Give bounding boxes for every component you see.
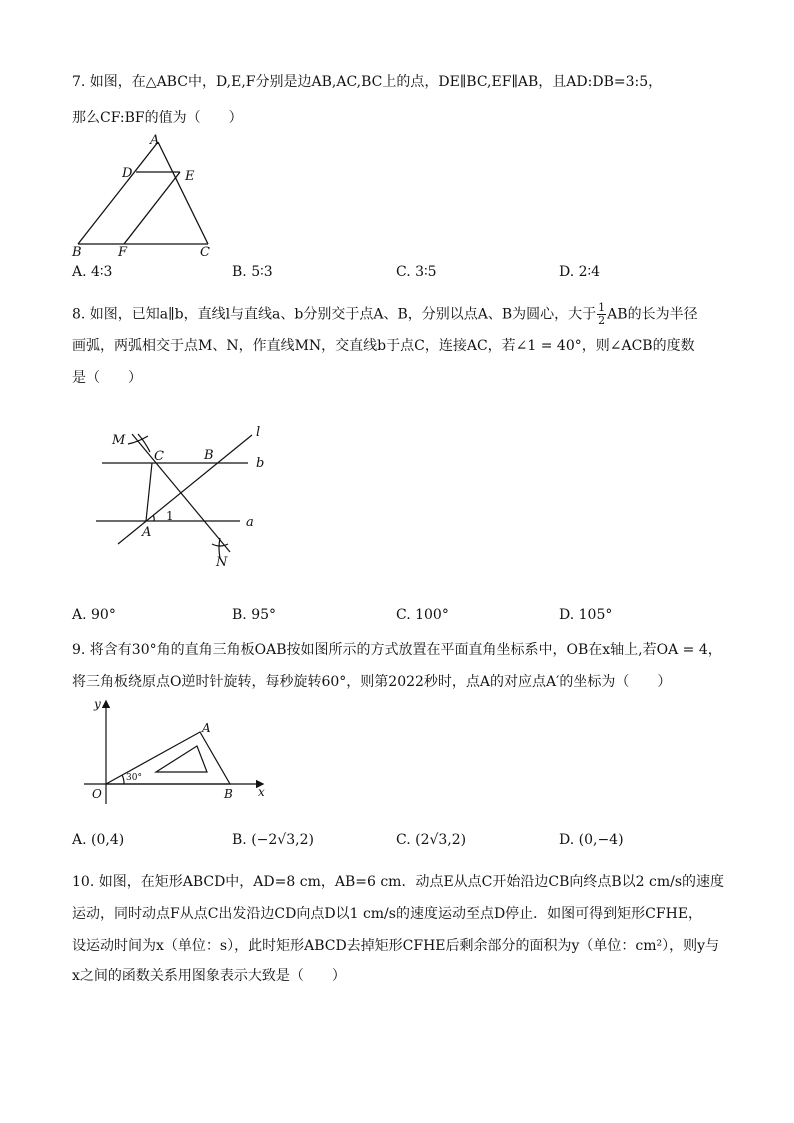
q7-option-c[interactable]: C. 3∶5 [396,264,437,280]
q8-option-c[interactable]: C. 100° [396,607,449,623]
q8-text-line2: 画弧，两弧相交于点M、N，作直线MN，交直线b于点C，连接AC，若∠1 = 40°，则∠ACB的度数 [72,338,695,354]
q9-triangle-inner [156,746,207,772]
q8-options [72,607,732,627]
q8-label-a-point: A [142,525,152,540]
q8-label-b-line: b [256,456,265,471]
q9-text-line1: 9. 将含有30°角的直角三角板OAB按如图所示的方式放置在平面直角坐标系中，OB在x轴上,若OA = 4， [72,642,722,658]
q9-label-y: y [94,697,101,711]
q7-label-c: C [200,245,210,260]
q7-option-a[interactable]: A. 4∶3 [72,264,113,280]
q8-parallel-lines-figure [90,420,280,580]
q8-label-l: l [256,425,261,440]
q8-fraction [597,302,606,327]
q8-option-d[interactable]: D. 105° [559,607,613,623]
q9-triangle-oab [106,732,230,784]
q10-text-line1: 10. 如图，在矩形ABCD中，AD=8 cm，AB=6 cm．动点E从点C开始沿边CB向终点B以2 cm/s的速度 [72,874,725,890]
q7-side-ac [158,142,208,244]
q8-line1-post: AB的长为半径 [607,306,698,323]
q9-options [72,832,732,852]
q10-text-line2: 运动，同时动点F从点C出发沿边CD向点D以1 cm/s的速度运动至点D停止．如图可得到矩形CFHE， [72,906,703,922]
q8-arc-n1 [212,544,228,546]
q7-segment-ef [124,172,180,244]
q10-text-line4: x之间的函数关系用图象表示大致是（ ） [72,968,346,984]
q9-label-o: O [92,787,102,801]
q9-option-d[interactable]: D. (0,−4) [559,832,624,848]
q10-text-line3: 设运动时间为x（单位：s），此时矩形ABCD去掉矩形CFHE后剩余部分的面积为y（单位：cm²），则y与 [72,938,720,954]
q9-text-line2: 将三角板绕原点O逆时针旋转，每秒旋转60°，则第2022秒时，点A的对应点A′的坐标为（ ） [72,674,672,690]
q8-frac-den: 2 [598,314,606,327]
q8-label-m: M [112,433,126,448]
q8-angle-1-arc [153,515,154,521]
q9-label-x: x [258,785,265,799]
q7-label-e: E [185,169,195,184]
q7-side-ab [78,142,158,244]
q8-segment-ac [146,463,152,521]
q7-text-line2: 那么CF:BF的值为（ ） [72,110,243,126]
q8-option-b[interactable]: B. 95° [232,607,277,623]
q7-label-a: A [150,133,160,148]
q9-option-b[interactable]: B. (−2√3,2) [232,832,314,848]
q8-label-n: N [216,555,228,570]
q9-label-a: A [202,721,211,735]
q7-text-line1: 7. 如图，在△ABC中，D,E,F分别是边AB,AC,BC上的点，DE∥BC,EF∥AB，且AD:DB=3:5， [72,74,663,90]
q7-label-b: B [72,245,82,260]
q7-triangle-figure [68,132,228,260]
q7-option-b[interactable]: B. 5∶3 [232,264,273,280]
q8-text-line1 [72,302,732,327]
q8-label-c: C [154,449,164,464]
q9-option-c[interactable]: C. (2√3,2) [396,832,467,848]
q8-line-l [118,435,252,544]
q7-option-d[interactable]: D. 2∶4 [559,264,601,280]
q7-options [72,264,732,284]
q9-option-a[interactable]: A. (0,4) [72,832,125,848]
q8-label-a-line: a [246,515,254,530]
q8-label-angle-1: 1 [166,509,174,523]
q8-frac-num: 1 [598,301,606,314]
q9-angle-arc [122,775,124,784]
q8-label-b-point: B [204,448,214,463]
q7-label-f: F [118,245,128,260]
q7-label-d: D [122,166,133,181]
q8-line1-pre: 8. 如图，已知a∥b，直线l与直线a、b分别交于点A、B，分别以点A、B为圆心，大于 [72,306,597,323]
q9-label-b: B [224,787,233,801]
q8-option-a[interactable]: A. 90° [72,607,116,623]
q9-label-angle: 30° [126,773,142,783]
q9-coordinate-figure [84,696,284,808]
q8-text-line3: 是（ ） [72,370,142,386]
